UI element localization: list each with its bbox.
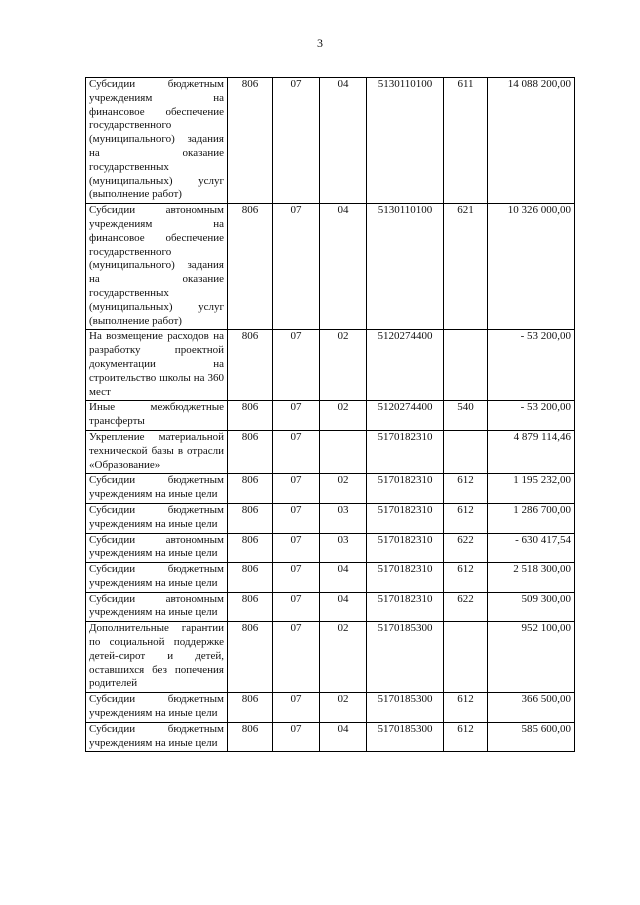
- dept-code: 806: [228, 474, 273, 504]
- amount: 14 088 200,00: [488, 78, 575, 204]
- item-name: Иные межбюджетные трансферты: [86, 401, 228, 431]
- section-code: 07: [273, 204, 320, 330]
- section-code: 07: [273, 563, 320, 593]
- dept-code: 806: [228, 204, 273, 330]
- item-name: Субсидии бюджетным учреждениям на иные цели: [86, 722, 228, 752]
- expense-type-code: 612: [444, 563, 488, 593]
- target-article-code: 5170182310: [367, 430, 444, 473]
- item-name: Субсидии бюджетным учреждениям на иные цели: [86, 474, 228, 504]
- expense-type-code: 612: [444, 693, 488, 723]
- target-article-code: 5170182310: [367, 474, 444, 504]
- amount: 10 326 000,00: [488, 204, 575, 330]
- target-article-code: 5170185300: [367, 622, 444, 693]
- amount: - 630 417,54: [488, 533, 575, 563]
- dept-code: 806: [228, 401, 273, 431]
- expense-type-code: [444, 430, 488, 473]
- target-article-code: 5120274400: [367, 401, 444, 431]
- expense-type-code: 612: [444, 503, 488, 533]
- dept-code: 806: [228, 430, 273, 473]
- target-article-code: 5120274400: [367, 330, 444, 401]
- table-row: [86, 722, 575, 752]
- section-code: 07: [273, 330, 320, 401]
- expense-type-code: 621: [444, 204, 488, 330]
- subsection-code: [320, 430, 367, 473]
- expense-type-code: 622: [444, 592, 488, 622]
- item-name: Дополнительные гарантии по социальной поддержке детей-сирот и детей, оставшихся без попечения родителей: [86, 622, 228, 693]
- section-code: 07: [273, 533, 320, 563]
- budget-table: [85, 77, 575, 752]
- item-name: Субсидии бюджетным учреждениям на иные цели: [86, 693, 228, 723]
- section-code: 07: [273, 693, 320, 723]
- expense-type-code: 540: [444, 401, 488, 431]
- table-row: [86, 693, 575, 723]
- target-article-code: 5170182310: [367, 563, 444, 593]
- subsection-code: 02: [320, 693, 367, 723]
- dept-code: 806: [228, 533, 273, 563]
- item-name: На возмещение расходов на разработку проектной документации на строительство школы на 360 мест: [86, 330, 228, 401]
- section-code: 07: [273, 78, 320, 204]
- dept-code: 806: [228, 330, 273, 401]
- section-code: 07: [273, 430, 320, 473]
- target-article-code: 5130110100: [367, 78, 444, 204]
- item-name: Субсидии автономным учреждениям на иные цели: [86, 592, 228, 622]
- page-number: 3: [317, 36, 323, 50]
- dept-code: 806: [228, 563, 273, 593]
- target-article-code: 5170185300: [367, 693, 444, 723]
- table-row: [86, 563, 575, 593]
- section-code: 07: [273, 401, 320, 431]
- table-row: [86, 622, 575, 693]
- item-name: Субсидии бюджетным учреждениям на иные цели: [86, 563, 228, 593]
- table-row: [86, 78, 575, 204]
- amount: 4 879 114,46: [488, 430, 575, 473]
- item-name: Субсидии бюджетным учреждениям на финансовое обеспечение государственного (муниципального) задания на оказание государственных (муниципальных) услуг (выполнение работ): [86, 78, 228, 204]
- amount: 2 518 300,00: [488, 563, 575, 593]
- target-article-code: 5170182310: [367, 533, 444, 563]
- amount: 366 500,00: [488, 693, 575, 723]
- table-row: [86, 204, 575, 330]
- amount: 585 600,00: [488, 722, 575, 752]
- section-code: 07: [273, 622, 320, 693]
- subsection-code: 02: [320, 474, 367, 504]
- dept-code: 806: [228, 693, 273, 723]
- dept-code: 806: [228, 722, 273, 752]
- table-row: [86, 533, 575, 563]
- table-row: [86, 474, 575, 504]
- subsection-code: 02: [320, 622, 367, 693]
- dept-code: 806: [228, 503, 273, 533]
- amount: - 53 200,00: [488, 401, 575, 431]
- expense-type-code: [444, 330, 488, 401]
- amount: 509 300,00: [488, 592, 575, 622]
- section-code: 07: [273, 474, 320, 504]
- expense-type-code: 611: [444, 78, 488, 204]
- dept-code: 806: [228, 78, 273, 204]
- amount: 1 286 700,00: [488, 503, 575, 533]
- table-row: [86, 592, 575, 622]
- expense-type-code: [444, 622, 488, 693]
- subsection-code: 04: [320, 204, 367, 330]
- target-article-code: 5170185300: [367, 722, 444, 752]
- amount: 952 100,00: [488, 622, 575, 693]
- dept-code: 806: [228, 592, 273, 622]
- section-code: 07: [273, 722, 320, 752]
- item-name: Субсидии автономным учреждениям на финансовое обеспечение государственного (муниципального) задания на оказание государственных (муниципальных) услуг (выполнение работ): [86, 204, 228, 330]
- subsection-code: 04: [320, 592, 367, 622]
- table-row: [86, 330, 575, 401]
- expense-type-code: 612: [444, 474, 488, 504]
- target-article-code: 5170182310: [367, 503, 444, 533]
- section-code: 07: [273, 503, 320, 533]
- subsection-code: 04: [320, 78, 367, 204]
- item-name: Укрепление материальной технической базы в отрасли «Образование»: [86, 430, 228, 473]
- table-row: [86, 401, 575, 431]
- table-row: [86, 503, 575, 533]
- subsection-code: 04: [320, 563, 367, 593]
- subsection-code: 02: [320, 401, 367, 431]
- target-article-code: 5130110100: [367, 204, 444, 330]
- item-name: Субсидии бюджетным учреждениям на иные цели: [86, 503, 228, 533]
- dept-code: 806: [228, 622, 273, 693]
- item-name: Субсидии автономным учреждениям на иные цели: [86, 533, 228, 563]
- expense-type-code: 612: [444, 722, 488, 752]
- expense-type-code: 622: [444, 533, 488, 563]
- subsection-code: 04: [320, 722, 367, 752]
- amount: 1 195 232,00: [488, 474, 575, 504]
- target-article-code: 5170182310: [367, 592, 444, 622]
- section-code: 07: [273, 592, 320, 622]
- subsection-code: 02: [320, 330, 367, 401]
- table-row: [86, 430, 575, 473]
- amount: - 53 200,00: [488, 330, 575, 401]
- subsection-code: 03: [320, 503, 367, 533]
- subsection-code: 03: [320, 533, 367, 563]
